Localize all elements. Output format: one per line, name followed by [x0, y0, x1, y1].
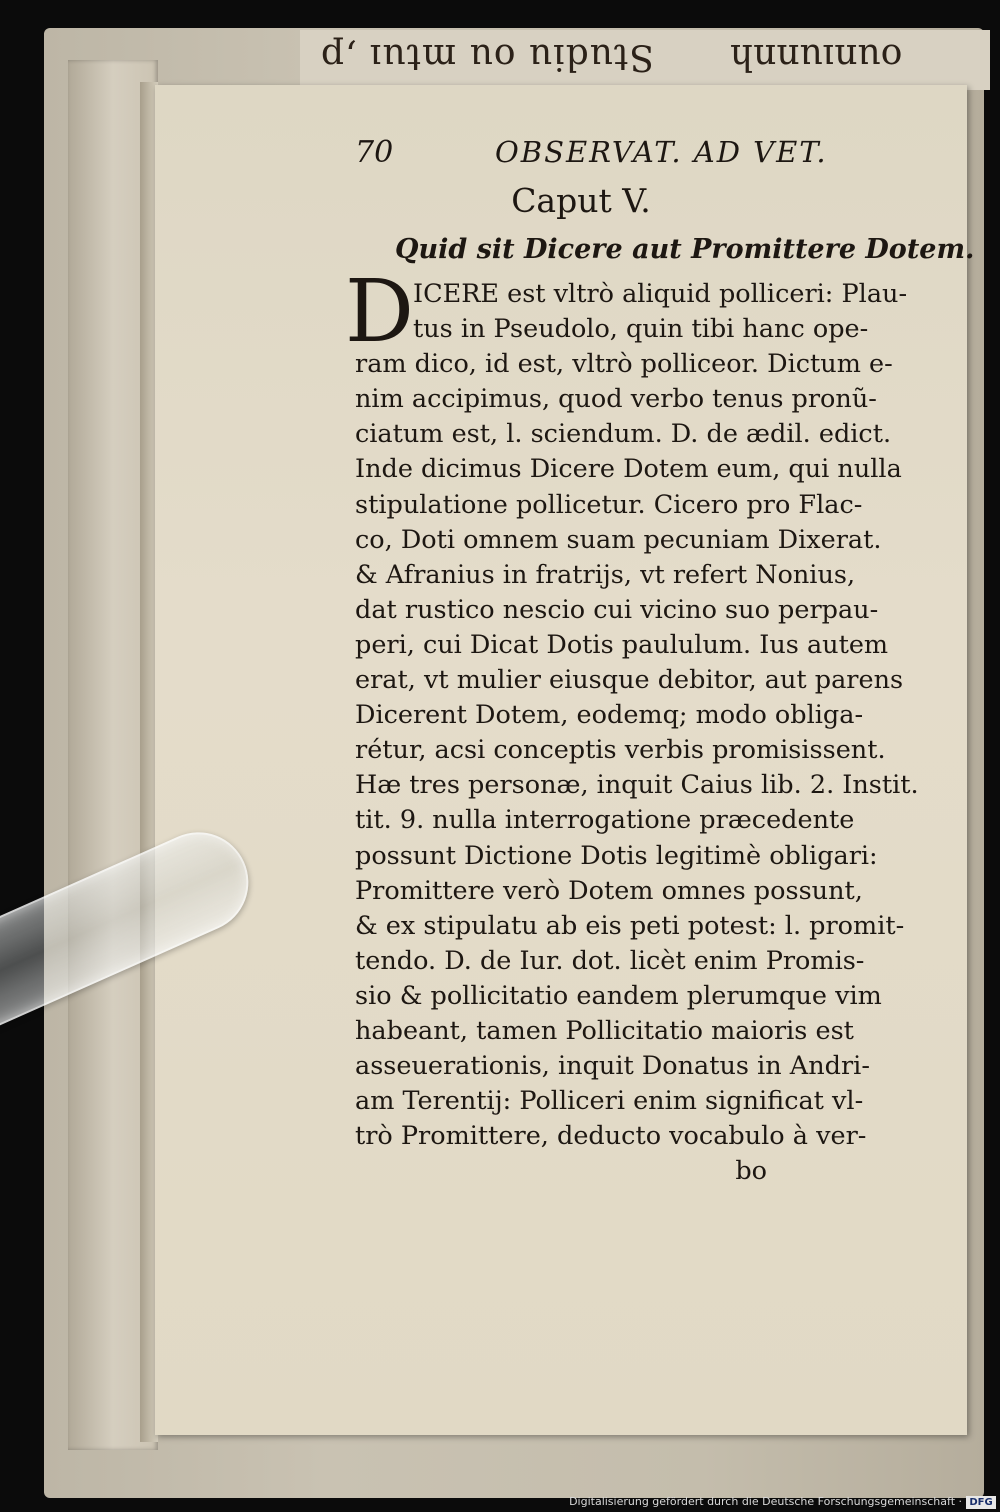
cover-mirrored-strip — [300, 30, 990, 90]
digitization-credit: Digitalisierung gefördert durch die Deutsche Forschungsgemeinschaft · — [569, 1495, 962, 1508]
running-head: OBSERVAT. AD VET. — [495, 135, 828, 169]
body-text — [355, 277, 919, 1189]
text-line: co, Doti omnem suam pecuniam Dixerat. — [355, 524, 882, 555]
text-line: tendo. D. de Iur. dot. licèt enim Promis- — [355, 945, 865, 976]
text-line: stipulatione pollicetur. Cicero pro Flac- — [355, 489, 863, 520]
text-line: nim accipimus, quod verbo tenus pronũ- — [355, 384, 877, 415]
text-line: dat rustico nescio cui vicino suo perpau- — [355, 594, 879, 625]
text-line: & Afranius in fratrijs, vt refert Nonius, — [355, 559, 856, 590]
text-line: Inde dicimus Dicere Dotem eum, qui nulla — [355, 454, 902, 485]
text-line: am Terentij: Polliceri enim significat vl- — [355, 1086, 864, 1117]
text-line: ram dico, id est, vltrò polliceor. Dictum e- — [355, 349, 893, 380]
mirrored-cover-text: Studiu ou mtuı ,p — [320, 36, 655, 77]
text-line: ciatum est, l. sciendum. D. de ædil. edict. — [355, 419, 892, 450]
text-line: tus in Pseudolo, quin tibi hanc ope- — [413, 314, 869, 345]
text-line: Hæ tres personæ, inquit Caius lib. 2. Instit. — [355, 770, 919, 801]
text-line: peri, cui Dicat Dotis paululum. Ius autem — [355, 629, 889, 660]
text-line: rétur, acsi conceptis verbis promisissent. — [355, 735, 886, 766]
drop-cap: D — [345, 262, 414, 362]
chapter-title: Caput V. — [511, 181, 651, 220]
text-line: Promittere verò Dotem omnes possunt, — [355, 875, 863, 906]
text-line: possunt Dictione Dotis legitimè obligari: — [355, 840, 878, 871]
text-line: tit. 9. nulla interrogatione præcedente — [355, 805, 855, 836]
page-number: 70 — [355, 135, 394, 170]
chapter-subtitle: Quid sit Dicere aut Promittere Dotem. — [395, 234, 975, 265]
text-block — [345, 127, 975, 1189]
text-line: asseuerationis, inquit Donatus in Andri- — [355, 1051, 870, 1082]
text-line: sio & pollicitatio eandem plerumque vim — [355, 980, 882, 1011]
catchword: bo — [735, 1156, 767, 1187]
text-line: & ex stipulatu ab eis peti potest: l. promit- — [355, 910, 905, 941]
text-line: Dicerent Dotem, eodemq; modo obliga- — [355, 700, 864, 731]
page-header — [355, 127, 828, 171]
body-wrap — [345, 262, 919, 1189]
dfg-logo: DFG — [966, 1496, 996, 1509]
text-line: erat, vt mulier eiusque debitor, aut parens — [355, 665, 904, 696]
text-line: habeant, tamen Pollicitatio maioris est — [355, 1015, 854, 1046]
text-line: trò Promittere, deducto vocabulo à ver- — [355, 1121, 867, 1152]
mirrored-cover-text-right: ounıunnh — [730, 36, 903, 77]
text-line: ICERE est vltrò aliquid polliceri: Plau- — [413, 279, 908, 309]
printed-page — [155, 85, 975, 1435]
